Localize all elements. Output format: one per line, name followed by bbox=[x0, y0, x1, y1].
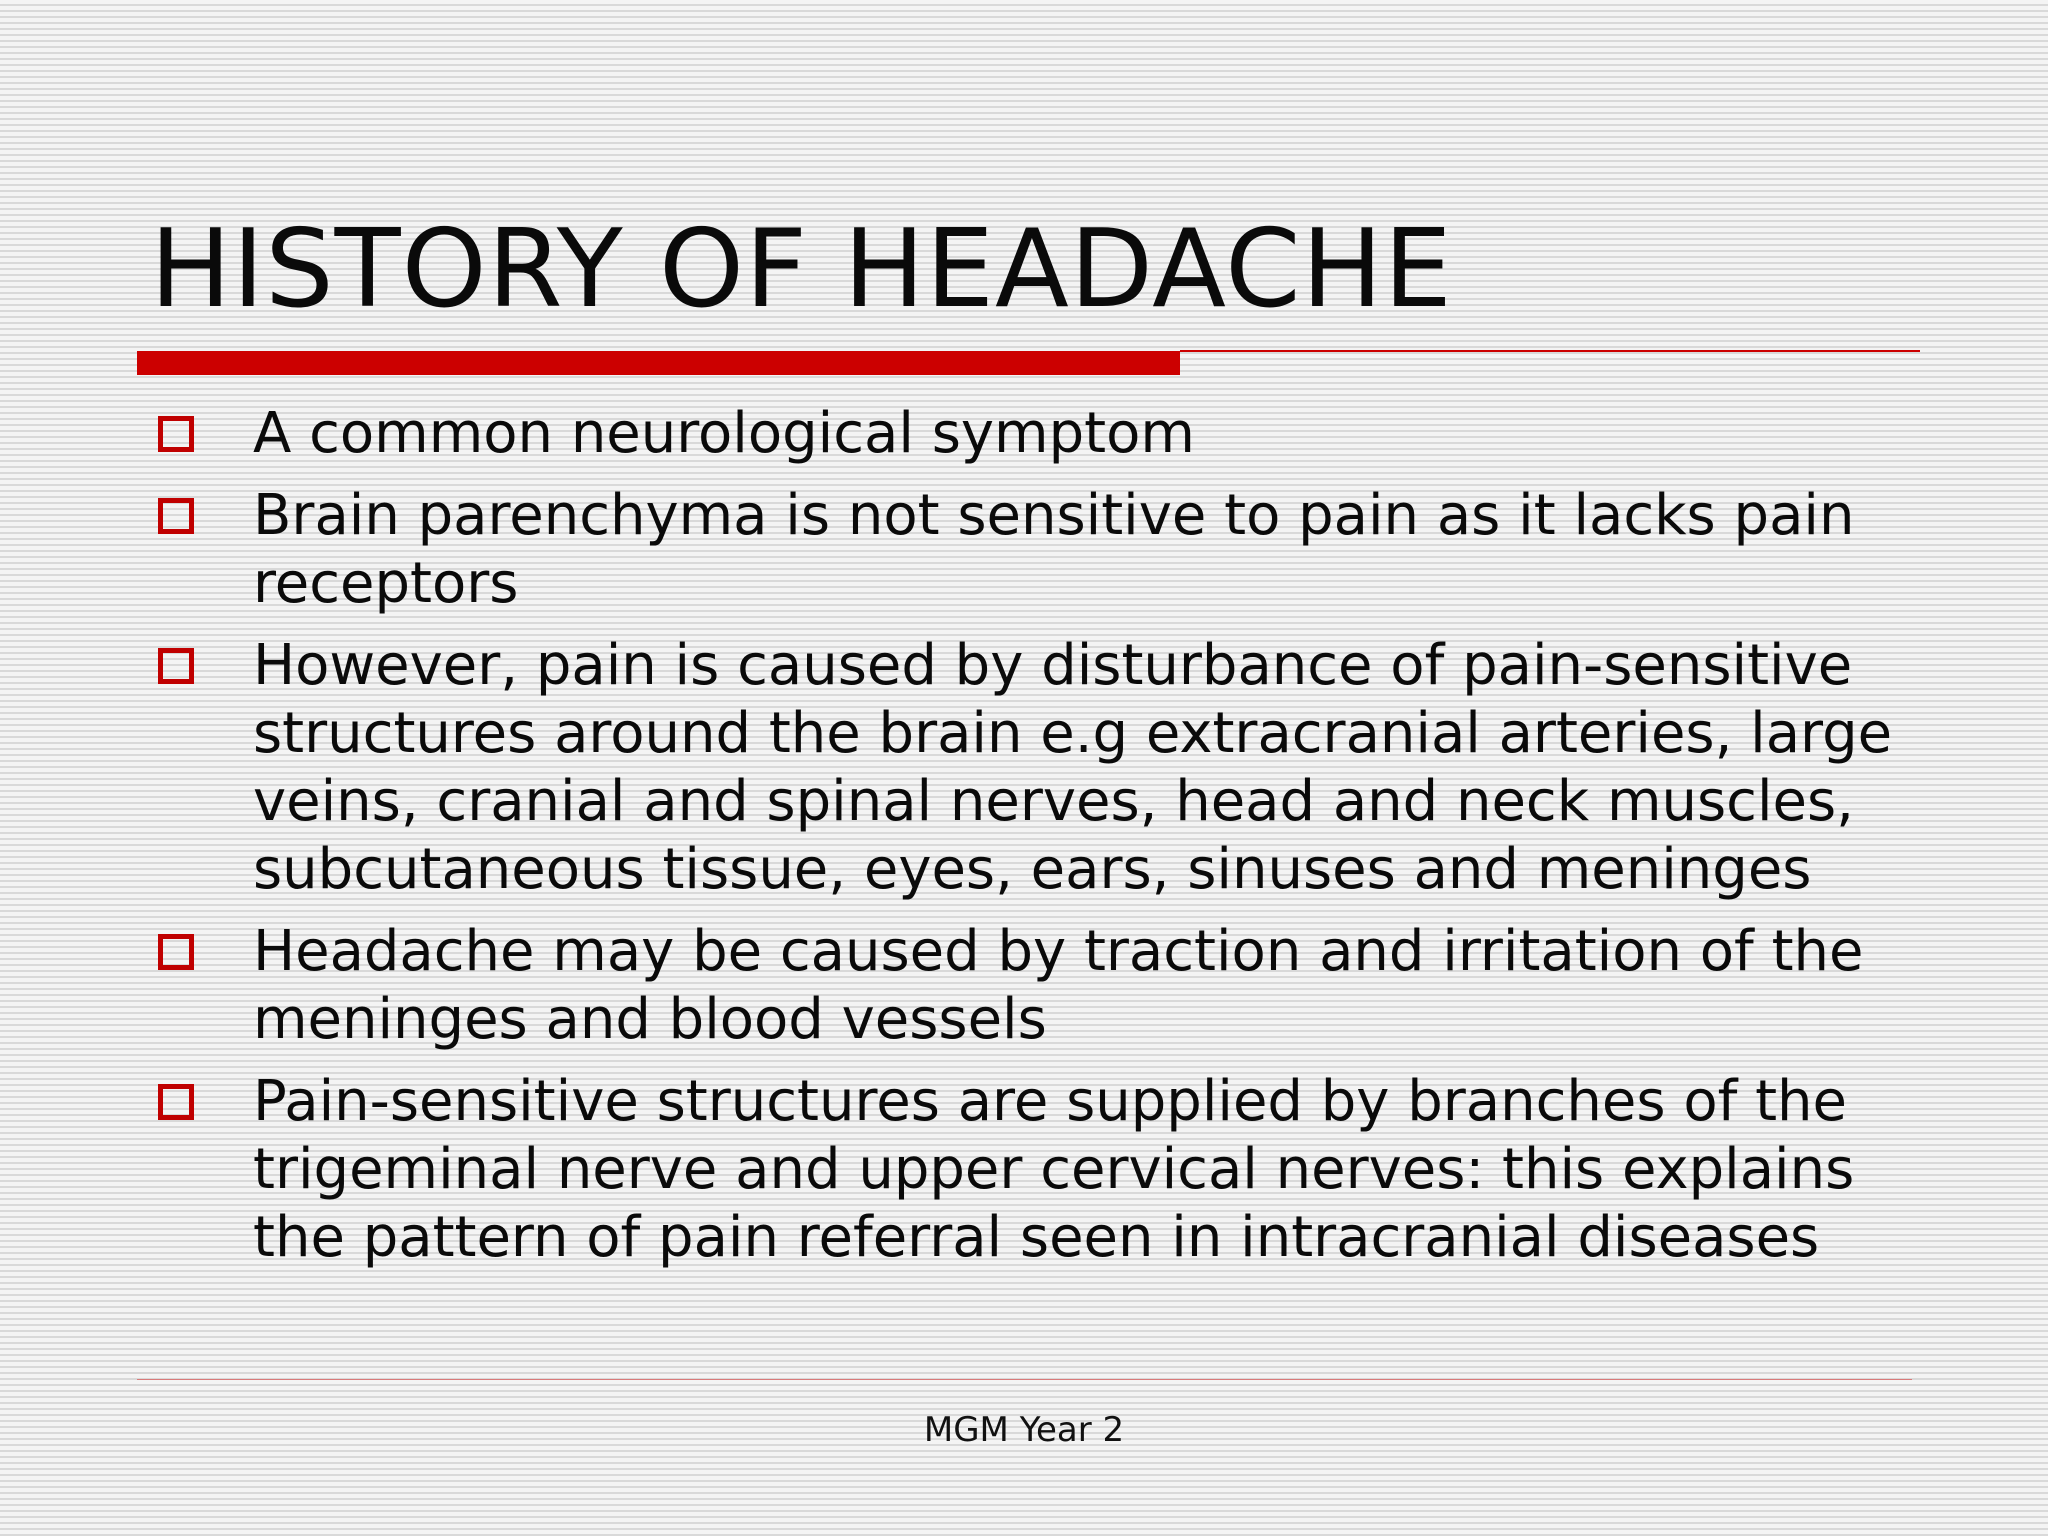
bullet-text: However, pain is caused by disturbance of pain-sensitive structures around the brain e.g extracranial arteries, large veins, cranial and spinal nerves, head and neck muscles, subcutaneous tissue, eyes, ears, sinuses and meninges bbox=[253, 633, 1893, 902]
hollow-square-icon bbox=[158, 498, 194, 534]
bullet-text: Pain-sensitive structures are supplied by branches of the trigeminal nerve and upper cervical nerves: this explains the pattern of pain referral seen in intracranial diseases bbox=[253, 1069, 1855, 1270]
hollow-square-icon bbox=[158, 648, 194, 684]
title-underline-thin bbox=[1180, 350, 1920, 352]
hollow-square-icon bbox=[158, 416, 194, 452]
footer-divider bbox=[137, 1379, 1912, 1380]
bullet-text: Headache may be caused by traction and irritation of the meninges and blood vessels bbox=[253, 919, 1864, 1052]
bullet-item bbox=[150, 918, 1910, 1054]
slide-title: HISTORY OF HEADACHE bbox=[150, 207, 1453, 332]
bullet-list bbox=[150, 400, 1910, 1286]
hollow-square-icon bbox=[158, 1084, 194, 1120]
bullet-item bbox=[150, 1068, 1910, 1272]
hollow-square-icon bbox=[158, 934, 194, 970]
bullet-item bbox=[150, 482, 1910, 618]
bullet-text: Brain parenchyma is not sensitive to pain as it lacks pain receptors bbox=[253, 483, 1855, 616]
bullet-text: A common neurological symptom bbox=[253, 401, 1195, 466]
bullet-item bbox=[150, 632, 1910, 904]
slide-footer: MGM Year 2 bbox=[923, 1410, 1125, 1450]
title-underline-thick bbox=[137, 351, 1180, 375]
bullet-item bbox=[150, 400, 1910, 468]
